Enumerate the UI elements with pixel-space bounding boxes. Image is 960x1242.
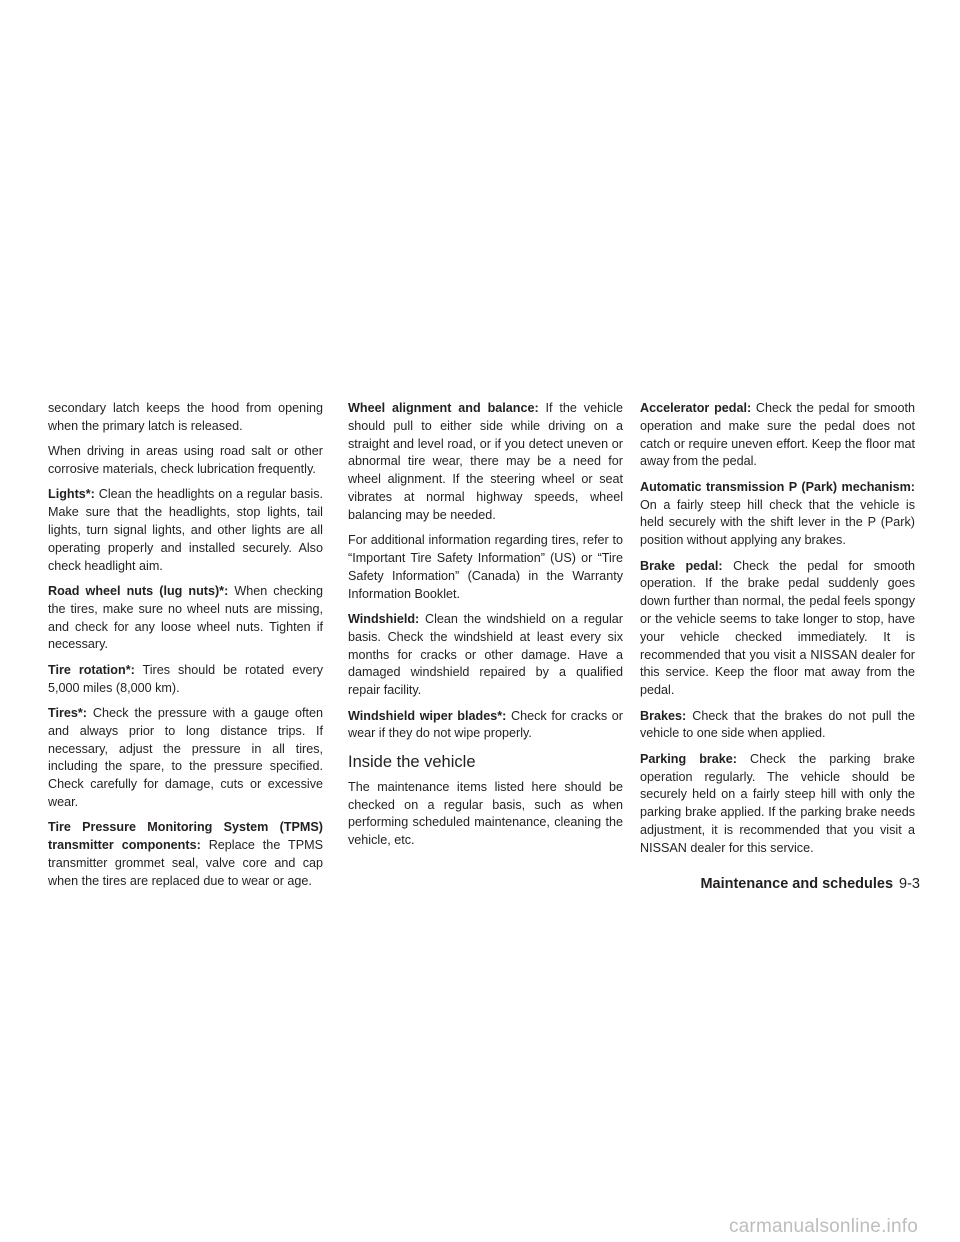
paragraph-tire-info: For additional information regarding tires, refer to “Important Tire Safety Information” (US) or “Tire Safety Information” (Canada) in the Warranty Information Booklet. — [348, 533, 623, 601]
label-wiper-blades: Windshield wiper blades*: — [348, 708, 507, 723]
right-column — [640, 400, 915, 865]
middle-column — [348, 400, 623, 858]
paragraph-brake-pedal: Brake pedal: Check the pedal for smooth operation. If the brake pedal suddenly goes down further than normal, the pedal feels spongy or the vehicle seems to take longer to stop, have your vehicle checked immediately. It is recommended that you visit a NISSAN dealer for this service. Keep the floor mat away from the pedal. — [640, 558, 915, 698]
paragraph-road-salt: When driving in areas using road salt or other corrosive materials, check lubrication frequently. — [48, 444, 323, 476]
watermark: carmanualsonline.info — [728, 1216, 918, 1237]
paragraph-wiper-blades: Windshield wiper blades*: Check for cracks or wear if they do not wipe properly. — [348, 708, 623, 741]
label-wheel-nuts: Road wheel nuts (lug nuts)*: — [48, 583, 229, 598]
paragraph-tire-rotation: Tire rotation*: Tires should be rotated every 5,000 miles (8,000 km). — [48, 662, 323, 695]
paragraph-lights: Lights*: Clean the headlights on a regular basis. Make sure that the headlights, stop lights, tail lights, turn signal lights, and other lights are all operating properly and installed securely. Also check headlight aim. — [48, 487, 324, 573]
label-parking-brake: Parking brake: — [640, 751, 737, 766]
label-tpms: Tire Pressure Monitoring System (TPMS) transmitter components: — [48, 820, 323, 853]
paragraph-wheel-nuts: Road wheel nuts (lug nuts)*: When checking the tires, make sure no wheel nuts are missing, and check for any loose wheel nuts. Tighten if necessary. — [48, 583, 323, 652]
label-brakes: Brakes: — [640, 708, 687, 723]
label-tires: Tires*: — [48, 705, 87, 720]
paragraph-inside-intro: The maintenance items listed here should be checked on a regular basis, such as when performing scheduled maintenance, cleaning the vehicle, etc. — [348, 779, 623, 848]
page-number: 9-3 — [899, 876, 920, 892]
paragraph-windshield: Windshield: Clean the windshield on a regular basis. Check the windshield at least every six months for cracks or other damage. Have a damaged windshield repaired by a qualified repair facility. — [348, 611, 623, 698]
paragraph-tires: Tires*: Check the pressure with a gauge often and always prior to long distance trips. If necessary, adjust the pressure in all tires, including the spare, to the pressure specified. Check carefully for damage, cuts or excessive wear. — [48, 705, 324, 809]
label-lights: Lights*: — [48, 487, 95, 502]
label-brake-pedal: Brake pedal: — [640, 558, 723, 573]
footer-section-title: Maintenance and schedules — [700, 876, 894, 892]
paragraph-tpms: Tire Pressure Monitoring System (TPMS) transmitter components: Replace the TPMS transmitter grommet seal, valve core and cap when the tires are replaced due to wear or age. — [48, 820, 323, 888]
paragraph-wheel-alignment: Wheel alignment and balance: If the vehicle should pull to either side while driving on a straight and level road, or if you detect uneven or abnormal tire wear, there may be a need for wheel alignment. If the steering wheel or seat vibrates at normal highway speeds, wheel balancing may be needed. — [348, 401, 623, 522]
label-wheel-alignment: Wheel alignment and balance: — [348, 401, 539, 415]
section-heading: Inside the vehicle — [348, 752, 476, 771]
page-footer — [700, 876, 920, 892]
left-column — [48, 400, 323, 898]
paragraph-park-mechanism: Automatic transmission P (Park) mechanism: On a fairly steep hill check that the vehicle is held securely with the shift lever in the P (Park) position without applying any brakes. — [640, 479, 915, 548]
label-accelerator: Accelerator pedal: — [640, 401, 752, 415]
label-tire-rotation: Tire rotation*: — [48, 662, 135, 677]
label-windshield: Windshield: — [348, 611, 420, 626]
paragraph-parking-brake: Parking brake: Check the parking brake operation regularly. The vehicle should be securely held on a fairly steep hill with only the parking brake applied. If the parking brake needs adjustment, it is recommended that you visit a NISSAN dealer for this service. — [640, 751, 915, 855]
paragraph-accelerator: Accelerator pedal: Check the pedal for smooth operation and make sure the pedal does not catch or require uneven effort. Keep the floor mat away from the pedal. — [640, 401, 915, 469]
paragraph-brakes: Brakes: Check that the brakes do not pull the vehicle to one side when applied. — [640, 708, 916, 741]
paragraph-hood-latch: secondary latch keeps the hood from opening when the primary latch is released. — [48, 401, 323, 433]
label-park-mechanism: Automatic transmission P (Park) mechanism: — [640, 479, 915, 494]
